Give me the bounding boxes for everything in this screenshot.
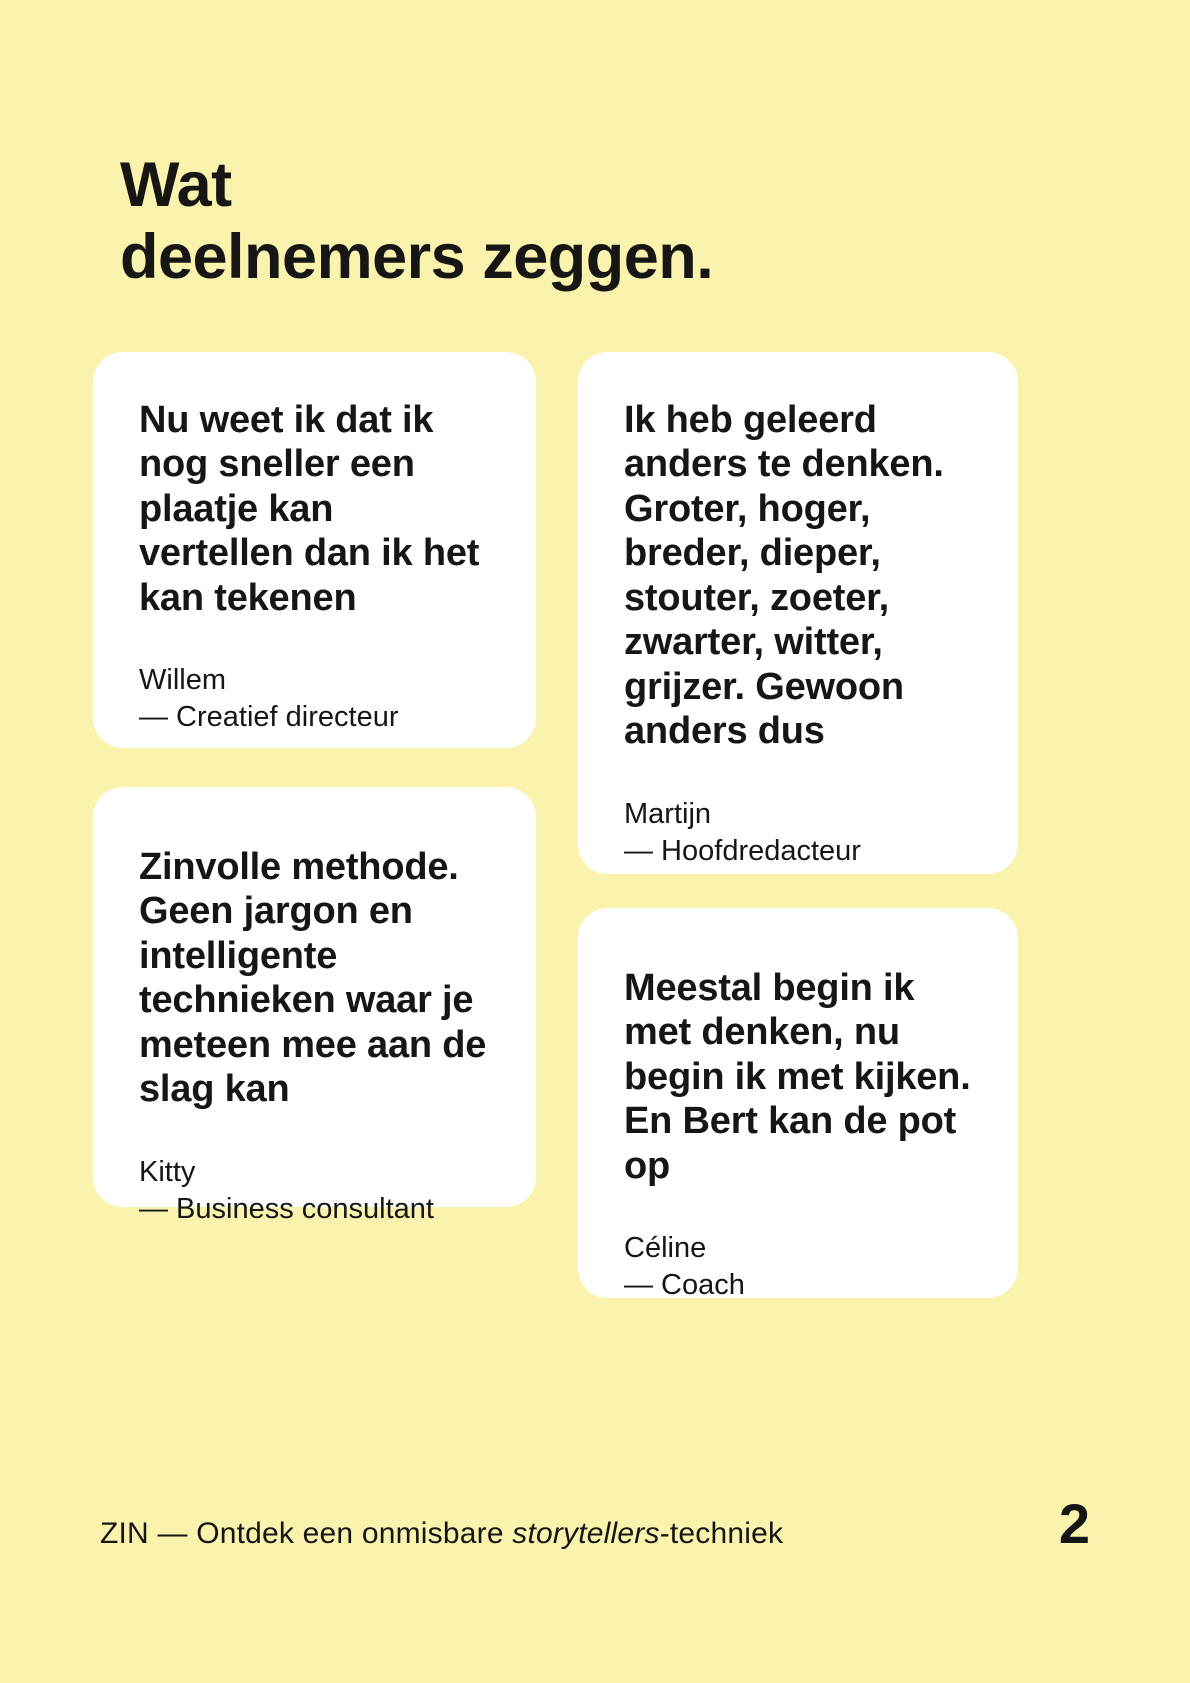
page-footer <box>100 1492 1090 1555</box>
footer-tagline <box>100 1517 783 1551</box>
testimonial-card-willem <box>93 352 536 748</box>
testimonial-name: Kitty <box>139 1155 196 1188</box>
testimonial-card-celine <box>578 908 1018 1302</box>
testimonial-attribution <box>624 796 974 870</box>
testimonial-role: — Business consultant <box>139 1192 434 1225</box>
footer-tagline-italic: storytellers <box>512 1517 660 1550</box>
testimonial-role: — Coach <box>624 1269 745 1302</box>
testimonial-role: — Hoofdredacteur <box>624 834 861 867</box>
testimonial-attribution <box>624 1230 974 1304</box>
testimonial-attribution <box>139 1154 492 1228</box>
page-title-line1: Wat <box>120 150 232 220</box>
page-number: 2 <box>1058 1492 1090 1555</box>
testimonial-card-kitty <box>93 787 536 1225</box>
testimonial-name: Céline <box>624 1232 707 1265</box>
testimonial-quote: Meestal begin ik met denken, nu begin ik met kijken. En Bert kan de pot op <box>624 967 971 1187</box>
testimonial-quote: Zinvolle methode. Geen jargon en intelligente technieken waar je meteen mee aan de slag kan <box>139 846 487 1111</box>
footer-tagline-right: -techniek <box>659 1517 784 1550</box>
testimonial-name: Martijn <box>624 797 712 830</box>
page-title <box>120 150 713 294</box>
testimonial-card-martijn <box>578 352 1018 874</box>
footer-tagline-left: ZIN — Ontdek een onmisbare <box>100 1517 513 1550</box>
testimonial-name: Willem <box>139 664 226 697</box>
testimonial-role: — Creatief directeur <box>139 701 399 734</box>
testimonial-quote: Ik heb geleerd anders te denken. Groter, hoger, breder, dieper, stouter, zoeter, zwarter, witter, grijzer. Gewoon anders dus <box>624 399 944 753</box>
page-title-line2: deelnemers zeggen. <box>120 221 714 292</box>
testimonial-quote: Nu weet ik dat ik nog sneller een plaatje kan vertellen dan ik het kan tekenen <box>139 399 480 619</box>
testimonial-attribution <box>139 662 492 736</box>
